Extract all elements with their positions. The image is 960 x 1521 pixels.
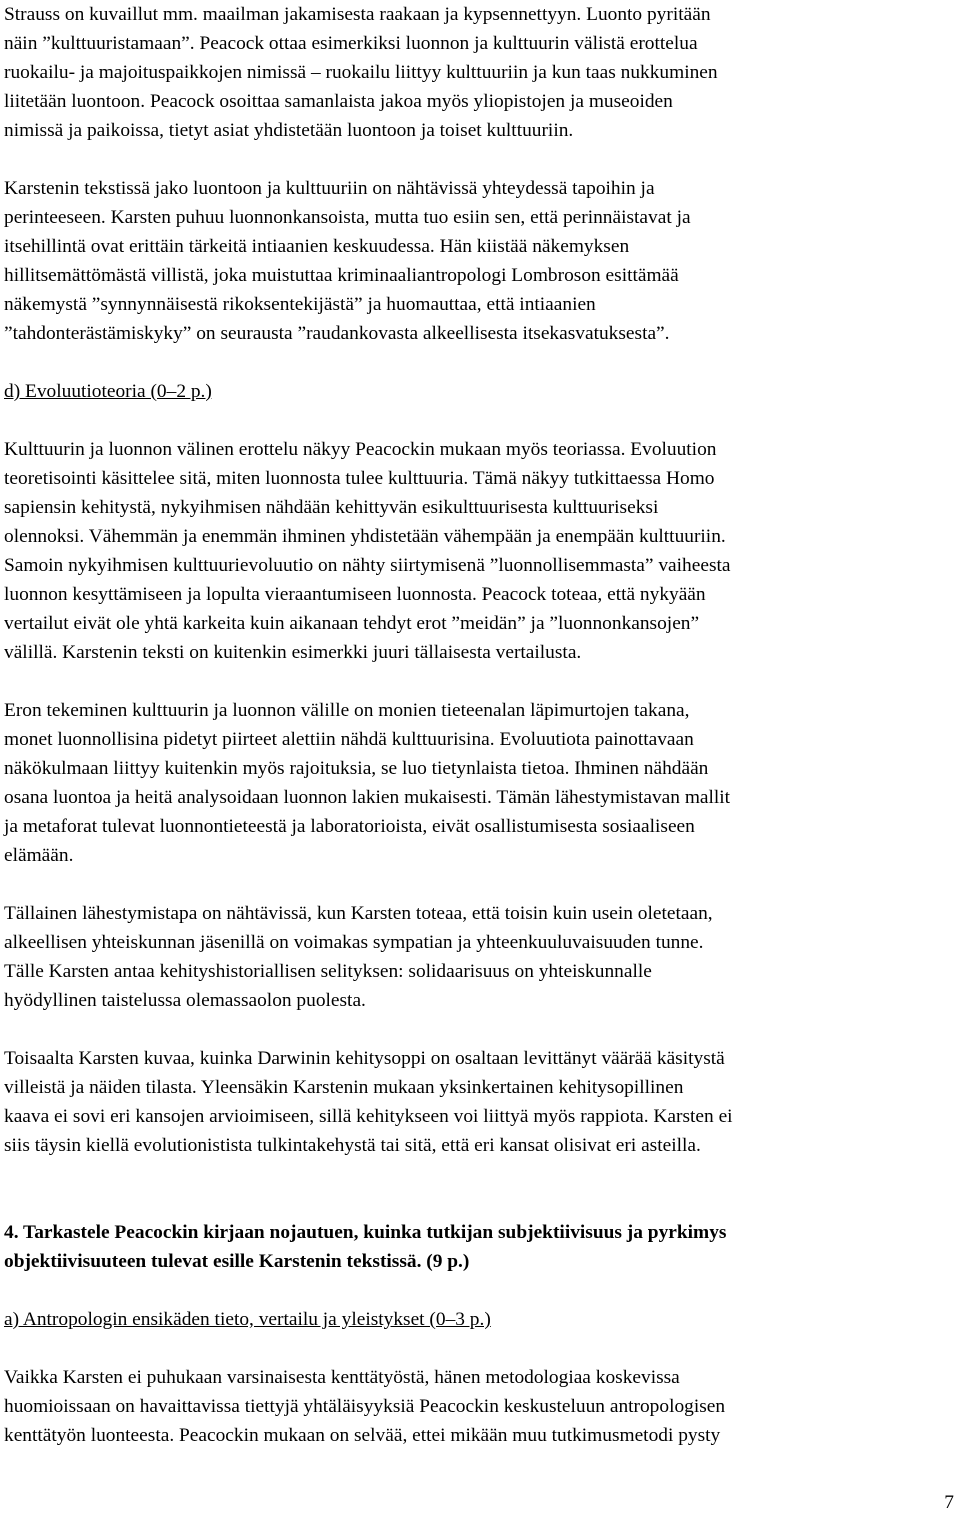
- text-line: Strauss on kuvaillut mm. maailman jakamisesta raakaan ja kypsennettyyn. Luonto pyritään: [4, 4, 711, 25]
- text-line: Tälle Karsten antaa kehityshistoriallisen selityksen: solidaarisuus on yhteiskunnalle: [4, 961, 652, 982]
- text-line: Tällainen lähestymistapa on nähtävissä, kun Karsten toteaa, että toisin kuin usein oletetaan,: [4, 903, 713, 924]
- question-line: 4. Tarkastele Peacockin kirjaan nojautuen, kuinka tutkijan subjektiivisuus ja pyrkimys: [4, 1222, 727, 1243]
- paragraph-spacer: [4, 1276, 956, 1305]
- text-line: alkeellisen yhteiskunnan jäsenillä on voimakas sympatian ja yhteenkuuluvaisuuden tunne.: [4, 932, 704, 953]
- text-line: teoretisointi käsittelee sitä, miten luonnosta tulee kulttuuria. Tämä näkyy tutkittaessa Homo: [4, 468, 715, 489]
- paragraph-evolution: [4, 435, 956, 667]
- text-line: luonnon kesyttämiseen ja lopulta vieraantumiseen luonnosta. Peacock toteaa, että nykyään: [4, 584, 706, 605]
- text-line: vertailut eivät ole yhtä karkeita kuin aikanaan tehdyt erot ”meidän” ja ”luonnonkansojen”: [4, 613, 700, 634]
- subheading-firsthand-knowledge: a) Antropologin ensikäden tieto, vertailu ja yleistykset (0–3 p.): [4, 1309, 491, 1330]
- text-line: olennoksi. Vähemmän ja enemmän ihminen yhdistetään vähempään ja enempään kulttuuriin.: [4, 526, 726, 547]
- text-line: liitetään luontoon. Peacock osoittaa samanlaista jakoa myös yliopistojen ja museoiden: [4, 91, 673, 112]
- paragraph-spacer: [4, 145, 956, 174]
- text-line: Toisaalta Karsten kuvaa, kuinka Darwinin kehitysoppi on osaltaan levittänyt väärää käsitystä: [4, 1048, 725, 1069]
- subheading-evolution-theory: d) Evoluutioteoria (0–2 p.): [4, 381, 212, 402]
- text-line: ja metaforat tulevat luonnontieteestä ja laboratorioista, eivät osallistumisesta sosiaaliseen: [4, 816, 695, 837]
- text-line: välillä. Karstenin teksti on kuitenkin esimerkki juuri tällaisesta vertailusta.: [4, 642, 582, 663]
- text-line: Eron tekeminen kulttuurin ja luonnon välille on monien tieteenalan läpimurtojen takana,: [4, 700, 690, 721]
- paragraph-strauss: [4, 0, 956, 145]
- paragraph-karsten-customs: [4, 174, 956, 348]
- text-line: Karstenin tekstissä jako luontoon ja kulttuuriin on nähtävissä yhteydessä tapoihin ja: [4, 178, 655, 199]
- paragraph-darwin: [4, 1044, 956, 1160]
- section-heading-a: [4, 1305, 956, 1334]
- text-line: Samoin nykyihmisen kulttuurievoluutio on nähty siirtymisenä ”luonnollisemmasta” vaiheesta: [4, 555, 731, 576]
- paragraph-spacer: [4, 870, 956, 899]
- text-line: perinteeseen. Karsten puhuu luonnonkansoista, mutta tuo esiin sen, että perinnäistavat ja: [4, 207, 691, 228]
- text-line: itsehillintä ovat erittäin tärkeitä intiaanien keskuudessa. Hän kiistää näkemyksen: [4, 236, 630, 257]
- section-spacer: [4, 1160, 956, 1218]
- text-line: siis täysin kiellä evolutionistista tulkintakehystä tai sitä, että eri kansat olisivat eri asteilla.: [4, 1135, 701, 1156]
- text-line: ruokailu- ja majoituspaikkojen nimissä – ruokailu liittyy kulttuuriin ja kun taas nukkuminen: [4, 62, 718, 83]
- text-line: näkemystä ”synnynnäisestä rikoksentekijästä” ja huomauttaa, että intiaanien: [4, 294, 596, 315]
- text-line: ”tahdonterästämiskyky” on seurausta ”raudankovasta alkeellisesta itsekasvatuksesta”.: [4, 323, 670, 344]
- paragraph-spacer: [4, 1334, 956, 1363]
- text-line: kenttätyön luonteesta. Peacockin mukaan on selvää, ettei mikään muu tutkimusmetodi pysty: [4, 1425, 721, 1446]
- paragraph-breakthroughs: [4, 696, 956, 870]
- paragraph-spacer: [4, 667, 956, 696]
- text-line: Kulttuurin ja luonnon välinen erottelu näkyy Peacockin mukaan myös teoriassa. Evoluution: [4, 439, 717, 460]
- text-line: villeistä ja näiden tilasta. Yleensäkin Karstenin mukaan yksinkertainen kehitysopillinen: [4, 1077, 684, 1098]
- section-heading-d: [4, 377, 956, 406]
- page-number: 7: [944, 1492, 954, 1513]
- document-page: [4, 0, 956, 1450]
- text-line: huomioissaan on havaittavissa tiettyjä yhtäläisyyksiä Peacockin keskusteluun antropologisen: [4, 1396, 726, 1417]
- text-line: elämään.: [4, 845, 74, 866]
- text-line: kaava ei sovi eri kansojen arvioimiseen, sillä kehitykseen voi liittyä myös rappiota. Karsten ei: [4, 1106, 733, 1127]
- text-line: Vaikka Karsten ei puhukaan varsinaisesta kenttätyöstä, hänen metodologiaa koskevissa: [4, 1367, 680, 1388]
- text-line: monet luonnollisina pidetyt piirteet alettiin nähdä kulttuurisina. Evoluutiota painottavaan: [4, 729, 694, 750]
- text-line: nimissä ja paikoissa, tietyt asiat yhdistetään luontoon ja toiset kulttuuriin.: [4, 120, 574, 141]
- text-line: näkökulmaan liittyy kuitenkin myös rajoituksia, se luo tietynlaista tietoa. Ihminen nähdään: [4, 758, 709, 779]
- question-4-heading: [4, 1218, 956, 1276]
- text-line: sapiensin kehitystä, nykyihmisen nähdään kehittyvän esikulttuurisesta kulttuuriseksi: [4, 497, 659, 518]
- paragraph-spacer: [4, 348, 956, 377]
- paragraph-solidarity: [4, 899, 956, 1015]
- paragraph-spacer: [4, 1015, 956, 1044]
- text-line: hillitsemättömästä villistä, joka muistuttaa kriminaaliantropologi Lombroson esittämää: [4, 265, 679, 286]
- question-line: objektiivisuuteen tulevat esille Karstenin tekstissä. (9 p.): [4, 1251, 470, 1272]
- paragraph-fieldwork: [4, 1363, 956, 1450]
- text-line: näin ”kulttuuristamaan”. Peacock ottaa esimerkiksi luonnon ja kulttuurin välistä erottelua: [4, 33, 698, 54]
- paragraph-spacer: [4, 406, 956, 435]
- text-line: osana luontoa ja heitä analysoidaan luonnon lakien mukaisesti. Tämän lähestymistavan mallit: [4, 787, 731, 808]
- text-line: hyödyllinen taistelussa olemassaolon puolesta.: [4, 990, 366, 1011]
